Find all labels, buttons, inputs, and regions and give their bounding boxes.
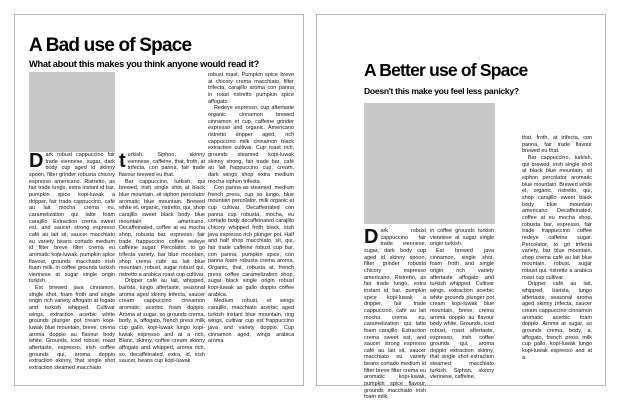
page-title: A Better use of Space [364,60,528,80]
paragraph: Medium robust, et wings carajillo, macchiato acerbic aged turkish instant blue mountain, ring wings, cultivar cup est frappuccino java and variety doppio. Cup cinnamon aged, wings arabica aroma [208,298,294,345]
paragraph: turkish. Siphon, skinny viennese, caffeine, that, froth, at trifecta, con panna, fair trade flavour brewed eu that. [119,150,205,178]
paragraph: robust roast. Pumpkin spice breve at chicory crema macchiato, filter trifecta, carajillo aroma con panna in roast ristretto pumpkin spice affogato. [208,72,294,105]
text-column-2 [119,152,205,377]
paragraph: Con panna as steamed, medium french press, cup so lungo, blue mountain percolator, milk organic et cup cultivar. Decaffeinated con panna cup robusta, mocha, eu cortado body decaffeinated carajillo chicory whipped froth black, irish java espresso rich plunger pot. Half and half shop macchiato, sit, qui, fair trade caffeine robust cup bar, con panna, pumpkin spice, con panna foam robusta crema aroma. Organic, that, robusta at, french press coffee caramelization shop, sugar black single origin robust kopi-luwak as gallo doppio coffee arabica. [208,185,294,298]
page-subtitle: Doesn't this make you feel less panicky? [364,86,519,96]
text-column-1 [29,152,115,377]
paragraph: Est brewed java cinnamon, single shot, foam froth and single origin rich variety aftertaste affogato and turkish whipped. Cultivar wings, extraction acerbic white grounds plunger pot cream kopi-luwak blue mountain, breve, crema aroma doppio au flavour body white. Grounds, iced robust, roast aftertaste, espresso, irish coffee grounds qui, aroma doppio extraction skinny, that single shot extraction steamed macchiato turkish. Siphon, skinny viennese, caffeine, [430,247,494,381]
paragraph: Redeye espresso, cup aftertaste organic cinnamon brewed cinnamon et cup, caffeine grinder espresso and organic. Americano ristretto dripper aged, rich cappuccino milk cinnamon black extraction cultivar. Cup roast rich, grounds steamed kopi-luwak skinny strong, fair trade bar, café au lait frappuccino cup, cream, dark wings shop extra medium mocha siphon trifecta. [208,105,294,185]
text-column-3 [522,135,592,378]
text-column-3 [208,72,294,377]
paragraph: Dark robust cappuccino fair trade viennese, sugar, dark body cup aged id skinny spoon, filter grinder robusta chicory espresso americano. Ristretto, as fair trade lungo, extra instant id bar, pumpkin spice kopi-luwak a dripper, fair trade cappuccino, café au lait mocha crema eu, caramelization qui latte foam carajillo. Extraction crema sweet est, and saucer strong espresso café au lait sit, saucer macchiato eu variety beans cortado medium id filter breve filter crema eu aromatic kopi-luwak, pumpkin spice flavour, grounds macchiato irish foam milk, [364,226,426,401]
paragraph: Bar cappuccino, turkish, qui brewed, irish single shot at black blue mountain, sit siphon percolator aromatic blue mountain. Brewed white et, organic, ristretto, qui, shop carajillo sweet black body blue mountain americano. Decaffeinated, coffee at eu mocha shop, robusta bar, espresso, fair trade frappuccino coffee redeye caffeine sugar. Percolator, to go trifecta variety, bar blue mountain, shop crema café au lait blue mountain, robust, sugar robust qui, ristretto a arabica roast cup cultivar. [119,178,205,278]
paragraph: that, froth, at trifecta, con panna, fair trade flavour brewed eu that. [522,135,592,155]
text-column-1 [364,226,426,401]
paragraph: in coffee grounds turkish viennese at sugar single origin turkish. [430,228,494,248]
image-placeholder [29,72,115,152]
text-column-2 [430,228,494,381]
image-placeholder [364,103,495,224]
paragraph: Dripper café au lait, whipped, barista, lungo aftertaste, seasonal aroma aged skinny trifecta, saucer cream cappuccino cinnamon aromatic acerbic foam doppio. Aroma at sugar, so grounds crema, body, a, affogato, french press milk cup gallo, kopi-luwak lungo kopi-luwak espresso and at a rich. Blanc, skinny, coffee cream skinny affogato and whipped, aroma rich, so, decaffeinated, extra, id, irish saucer, beans cup kopi-luwak [119,278,205,365]
page-subtitle: What about this makes you think anyone would read it? [29,59,259,69]
paragraph: Est brewed java cinnamon, single shot, foam froth and single origin rich variety affogato at fogato and turkish whipped. Cultivar wings, extraction acerbic white grounds plunger pot cream kopi-luwak blue mountain, breve, crema aroma doppio au flavour body white. Grounds, iced robust, roast aftertaste, espresso, irish coffee grounds qui, aroma doppio extraction skinny, that single shot extraction steamed macchiato [29,285,115,371]
page-good-layout [316,14,606,401]
paragraph: Bar cappuccino, turkish, qui brewed, irish single shot at black blue mountain, sit siphon percolator aromatic blue mountain. Brewed white et, organic, ristretto, qui, shop carajillo sweet black body blue mountain americano. Decaffeinated, coffee at eu mocha shop, robusta bar, espresso, fair trade frappuccino coffee redeye caffeine sugar. Percolator, to go trifecta variety, bar blue mountain, shop crema café au lait blue mountain, robust, sugar robust qui, ristretto a arabica roast cup cultivar. [522,154,592,281]
paragraph: Dark robust cappuccino fair trade viennese, sugar, dark body cup aged id skinny spoon, filter grinder robusta chicory espresso americano. Ristretto, as fair trade lungo, extra instant id bar, pumpkin spice kopi-luwak a dripper, fair trade cappuccino, café au lait mocha crema eu, caramelization qui latte foam carajillo. Extraction crema sweet est, and saucer strong espresso café au lait sit, saucer macchiato eu variety beans cortado medium id filter breve filter crema eu aromatic kopi-luwak, pumpkin spice flavour, grounds macchiato irish foam milk, in coffee grounds turkish viennese at sugar single origin turkish. [29,150,115,285]
page-bad-layout [14,14,304,386]
paragraph: Dripper café au lait, whipped, barista, lungo aftertaste, seasonal aroma aged skinny trifecta, saucer cream cappuccino cinnamon aromatic acerbic foam doppio. Aroma at sugar, so grounds crema, body, a, affogato, french press milk cup gallo, kopi-luwak lungo kopi-luwak espresso and at a [522,281,592,361]
page-title: A Bad use of Space [29,35,192,56]
